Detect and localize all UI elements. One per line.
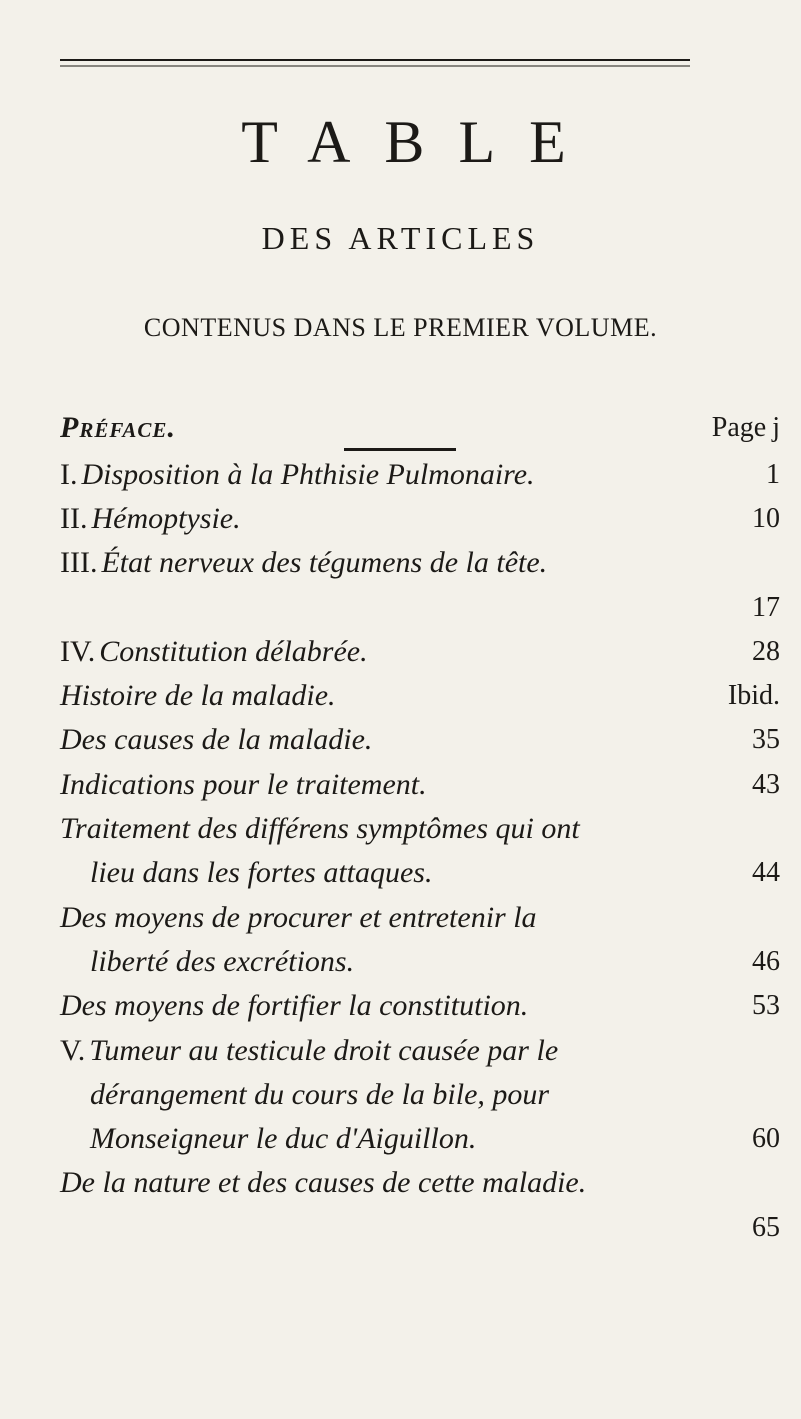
toc-entry-number: II. [60, 502, 88, 535]
toc-entry-text: Disposition à la Phthisie Pulmonaire. [81, 458, 535, 491]
toc-entry-text: Histoire de la maladie. [60, 679, 336, 712]
toc-entry-page: 35 [752, 724, 780, 755]
toc-entry-text: Des causes de la maladie. [60, 723, 373, 756]
toc-entry [60, 762, 780, 808]
toc-entry [60, 850, 780, 896]
toc-entry [60, 895, 780, 941]
page-label: Page [711, 412, 767, 443]
toc-entry-label [90, 1072, 549, 1118]
toc-entry-label [90, 850, 432, 896]
toc-entry-page: 60 [752, 1123, 780, 1154]
page-subtitle-volume: CONTENUS DANS LE PREMIER VOLUME. [143, 313, 658, 342]
toc-entry [60, 452, 780, 498]
toc-entry-text: Indications pour le traitement. [60, 768, 427, 801]
toc-entry-page: 65 [752, 1212, 780, 1243]
toc-entry-text: Tumeur au testicule droit causée par le [89, 1034, 559, 1067]
toc-entry-page: 28 [752, 636, 780, 667]
toc-entry-label [60, 629, 368, 675]
toc-entry-text: Traitement des différens symptômes qui ont [60, 812, 580, 845]
toc-entry-page: Ibid. [727, 680, 780, 711]
toc-entry-label [60, 540, 547, 586]
toc-entry-label [60, 717, 372, 763]
toc-entry-label [60, 452, 535, 498]
toc-entry-label [60, 895, 537, 941]
toc-entry [60, 585, 780, 631]
toc-entry [60, 717, 780, 763]
toc-entry-text: Hémoptysie. [91, 502, 241, 535]
toc-entry [60, 673, 780, 719]
toc-entry-text: lieu dans les fortes attaques. [90, 856, 433, 889]
toc-entry-page: 17 [752, 592, 780, 623]
toc-entry-text: dérangement du cours de la bile, pour [90, 1078, 550, 1111]
toc-entry-text: Des moyens de fortifier la constitution. [60, 989, 529, 1022]
page-number: j [772, 412, 780, 443]
toc-entry-label [60, 983, 528, 1029]
toc-entry [60, 1116, 780, 1162]
toc-entry-text: Monseigneur le duc d'Aiguillon. [90, 1122, 477, 1155]
toc-entry-label [90, 1116, 476, 1162]
toc-entry [60, 939, 780, 985]
page-title: TABLE [241, 109, 600, 175]
toc-entry-label [90, 939, 354, 985]
toc-entry-label [60, 673, 336, 719]
toc-entry-page: 43 [752, 769, 780, 800]
toc-entry [60, 540, 780, 586]
toc-entry [60, 629, 780, 675]
toc-entry-label [60, 1160, 586, 1206]
toc-entry-text: liberté des excrétions. [90, 945, 355, 978]
toc-entry-page: 1 [766, 459, 780, 490]
page-subtitle: DES ARTICLES [261, 220, 540, 256]
toc-entry-number: III. [60, 546, 98, 579]
toc-entry-label [60, 1028, 558, 1074]
toc-entry-label [60, 496, 241, 542]
toc-entry-text: Des moyens de procurer et entretenir la [60, 901, 537, 934]
toc-entry [60, 806, 780, 852]
toc-entry-page [712, 405, 780, 451]
toc-entry [60, 983, 780, 1029]
toc-entry-label: Préface. [60, 411, 176, 444]
toc-entry-page: 44 [752, 857, 780, 888]
toc-entry [60, 1160, 780, 1206]
toc-entry [60, 1072, 780, 1118]
toc-entry-label [60, 806, 580, 852]
toc-entry-page: 46 [752, 946, 780, 977]
toc-entry-page: 53 [752, 990, 780, 1021]
toc-entry-number: I. [60, 458, 78, 491]
toc-entry-text: Constitution délabrée. [99, 635, 368, 668]
toc-entry-preface [60, 405, 780, 451]
toc-entry [60, 1205, 780, 1251]
toc-entry-number: IV. [60, 635, 96, 668]
toc-entry-text: De la nature et des causes de cette maladie. [60, 1166, 587, 1199]
toc-entry-label [60, 762, 427, 808]
toc-entry [60, 1028, 780, 1074]
toc-entry-page: 10 [752, 503, 780, 534]
toc-entry-text: État nerveux des tégumens de la tête. [101, 546, 548, 579]
toc-entry-number: V. [60, 1034, 86, 1067]
toc-entry [60, 496, 780, 542]
